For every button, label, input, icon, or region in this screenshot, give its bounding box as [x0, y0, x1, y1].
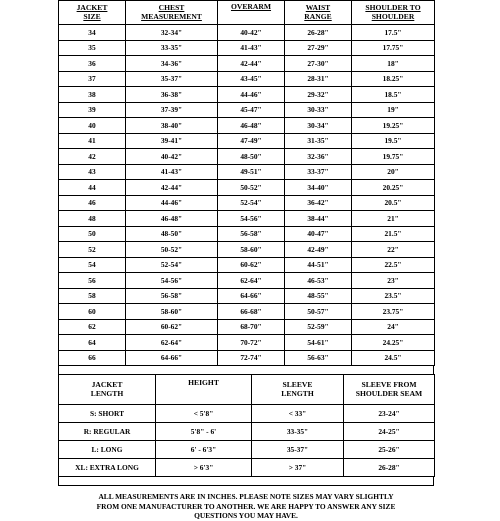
overarm-cell: 43-45"	[218, 71, 285, 87]
jacket-size-cell: 39	[59, 102, 126, 118]
jacket-size-cell: 40	[59, 118, 126, 134]
footer-line: ALL MEASUREMENTS ARE IN INCHES. PLEASE NOTE SIZES MAY VARY SLIGHTLY	[98, 492, 394, 501]
jacket-size-cell: 60	[59, 304, 126, 320]
chest-measurement-cell: 41-43"	[126, 164, 218, 180]
chest-measurement-cell: 37-39"	[126, 102, 218, 118]
header-sleeve-from-shoulder-seam: SLEEVE FROM SHOULDER SEAM	[344, 375, 435, 405]
height-cell: < 5'8"	[156, 405, 252, 423]
waist-range-cell: 56-63"	[285, 350, 352, 366]
table-row	[59, 133, 435, 149]
chest-measurement-cell: 38-40"	[126, 118, 218, 134]
jacket-size-cell: 58	[59, 288, 126, 304]
size-chart-sheet	[58, 0, 434, 521]
shoulder-to-shoulder-cell: 17.5"	[352, 25, 435, 41]
sleeve-length-cell: 33-35"	[252, 423, 344, 441]
waist-range-cell: 27-29"	[285, 40, 352, 56]
header-jacket-size: JACKET SIZE	[59, 1, 126, 25]
chest-measurement-cell: 50-52"	[126, 242, 218, 258]
table-row	[59, 335, 435, 351]
table-row	[59, 118, 435, 134]
jacket-size-cell: 46	[59, 195, 126, 211]
overarm-cell: 40-42"	[218, 25, 285, 41]
waist-range-cell: 32-36"	[285, 149, 352, 165]
waist-range-cell: 46-53"	[285, 273, 352, 289]
overarm-cell: 52-54"	[218, 195, 285, 211]
jacket-size-cell: 54	[59, 257, 126, 273]
sleeve-from-shoulder-seam-cell: 23-24"	[344, 405, 435, 423]
height-cell: 6' - 6'3"	[156, 441, 252, 459]
jacket-size-cell: 48	[59, 211, 126, 227]
chest-measurement-cell: 34-36"	[126, 56, 218, 72]
sleeve-length-cell: < 33"	[252, 405, 344, 423]
waist-range-cell: 38-44"	[285, 211, 352, 227]
shoulder-to-shoulder-cell: 21.5"	[352, 226, 435, 242]
shoulder-to-shoulder-cell: 19.25"	[352, 118, 435, 134]
chest-measurement-cell: 39-41"	[126, 133, 218, 149]
jacket-size-cell: 64	[59, 335, 126, 351]
table-row	[59, 102, 435, 118]
header-waist-range: WAIST RANGE	[285, 1, 352, 25]
shoulder-to-shoulder-cell: 23.5"	[352, 288, 435, 304]
overarm-cell: 58-60"	[218, 242, 285, 258]
overarm-cell: 62-64"	[218, 273, 285, 289]
overarm-cell: 54-56"	[218, 211, 285, 227]
chest-measurement-cell: 32-34"	[126, 25, 218, 41]
sleeve-from-shoulder-seam-cell: 24-25"	[344, 423, 435, 441]
overarm-cell: 56-58"	[218, 226, 285, 242]
overarm-cell: 72-74"	[218, 350, 285, 366]
jacket-size-cell: 52	[59, 242, 126, 258]
waist-range-cell: 54-61"	[285, 335, 352, 351]
sleeve-from-shoulder-seam-cell: 26-28"	[344, 459, 435, 477]
chest-measurement-cell: 52-54"	[126, 257, 218, 273]
header-sleeve-length: SLEEVE LENGTH	[252, 375, 344, 405]
overarm-cell: 41-43"	[218, 40, 285, 56]
chest-measurement-cell: 58-60"	[126, 304, 218, 320]
waist-range-cell: 44-51"	[285, 257, 352, 273]
overarm-cell: 70-72"	[218, 335, 285, 351]
height-cell: 5'8" - 6'	[156, 423, 252, 441]
shoulder-to-shoulder-cell: 22.5"	[352, 257, 435, 273]
footer-line: FROM ONE MANUFACTURER TO ANOTHER. WE ARE HAPPY TO ANSWER ANY SIZE	[96, 501, 396, 511]
shoulder-to-shoulder-cell: 21"	[352, 211, 435, 227]
table-row	[59, 273, 435, 289]
table-row	[59, 257, 435, 273]
jacket-size-cell: 62	[59, 319, 126, 335]
overarm-cell: 49-51"	[218, 164, 285, 180]
overarm-cell: 50-52"	[218, 180, 285, 196]
sleeve-length-cell: > 37"	[252, 459, 344, 477]
waist-range-cell: 28-31"	[285, 71, 352, 87]
waist-range-cell: 30-33"	[285, 102, 352, 118]
overarm-cell: 66-68"	[218, 304, 285, 320]
waist-range-cell: 30-34"	[285, 118, 352, 134]
table-row	[59, 288, 435, 304]
shoulder-to-shoulder-cell: 22"	[352, 242, 435, 258]
shoulder-to-shoulder-cell: 18.25"	[352, 71, 435, 87]
header-shoulder-to-shoulder: SHOULDER TO SHOULDER	[352, 1, 435, 25]
shoulder-to-shoulder-cell: 23"	[352, 273, 435, 289]
shoulder-to-shoulder-cell: 19"	[352, 102, 435, 118]
jacket-size-cell: 41	[59, 133, 126, 149]
length-table-header-row	[59, 375, 435, 405]
header-overarm: OVERARM	[218, 1, 285, 25]
chest-measurement-cell: 36-38"	[126, 87, 218, 103]
chest-measurement-cell: 44-46"	[126, 195, 218, 211]
waist-range-cell: 42-49"	[285, 242, 352, 258]
chest-measurement-cell: 40-42"	[126, 149, 218, 165]
header-jacket-length: JACKET LENGTH	[59, 375, 156, 405]
jacket-length-cell: R: REGULAR	[59, 423, 156, 441]
table-row	[59, 441, 435, 459]
waist-range-cell: 33-37"	[285, 164, 352, 180]
section-spacer-2	[58, 477, 434, 486]
shoulder-to-shoulder-cell: 17.75"	[352, 40, 435, 56]
waist-range-cell: 27-30"	[285, 56, 352, 72]
overarm-cell: 48-50"	[218, 149, 285, 165]
table-row	[59, 242, 435, 258]
waist-range-cell: 40-47"	[285, 226, 352, 242]
shoulder-to-shoulder-cell: 20"	[352, 164, 435, 180]
chest-measurement-cell: 62-64"	[126, 335, 218, 351]
header-height: HEIGHT	[156, 375, 252, 405]
shoulder-to-shoulder-cell: 19.5"	[352, 133, 435, 149]
jacket-size-cell: 44	[59, 180, 126, 196]
chest-measurement-cell: 54-56"	[126, 273, 218, 289]
sleeve-from-shoulder-seam-cell: 25-26"	[344, 441, 435, 459]
jacket-size-cell: 37	[59, 71, 126, 87]
waist-range-cell: 36-42"	[285, 195, 352, 211]
shoulder-to-shoulder-cell: 24.5"	[352, 350, 435, 366]
jacket-size-cell: 56	[59, 273, 126, 289]
chest-measurement-cell: 60-62"	[126, 319, 218, 335]
chest-measurement-cell: 33-35"	[126, 40, 218, 56]
table-row	[59, 25, 435, 41]
table-row	[59, 87, 435, 103]
jacket-length-cell: S: SHORT	[59, 405, 156, 423]
jacket-size-cell: 36	[59, 56, 126, 72]
table-row	[59, 71, 435, 87]
jacket-length-cell: XL: EXTRA LONG	[59, 459, 156, 477]
overarm-cell: 46-48"	[218, 118, 285, 134]
table-row	[59, 164, 435, 180]
overarm-cell: 47-49"	[218, 133, 285, 149]
table-row	[59, 56, 435, 72]
overarm-cell: 60-62"	[218, 257, 285, 273]
table-row	[59, 423, 435, 441]
jacket-size-cell: 42	[59, 149, 126, 165]
shoulder-to-shoulder-cell: 20.5"	[352, 195, 435, 211]
jacket-length-table	[58, 374, 435, 477]
height-cell: > 6'3"	[156, 459, 252, 477]
waist-range-cell: 29-32"	[285, 87, 352, 103]
table-row	[59, 304, 435, 320]
waist-range-cell: 26-28"	[285, 25, 352, 41]
jacket-size-cell: 50	[59, 226, 126, 242]
jacket-size-cell: 43	[59, 164, 126, 180]
table-row	[59, 149, 435, 165]
sleeve-length-cell: 35-37"	[252, 441, 344, 459]
chest-measurement-cell: 48-50"	[126, 226, 218, 242]
footer-line: QUESTIONS YOU MAY HAVE.	[194, 511, 298, 521]
waist-range-cell: 52-59"	[285, 319, 352, 335]
section-spacer	[58, 366, 434, 374]
overarm-cell: 42-44"	[218, 56, 285, 72]
overarm-cell: 68-70"	[218, 319, 285, 335]
table-row	[59, 211, 435, 227]
shoulder-to-shoulder-cell: 23.75"	[352, 304, 435, 320]
shoulder-to-shoulder-cell: 20.25"	[352, 180, 435, 196]
waist-range-cell: 34-40"	[285, 180, 352, 196]
jacket-length-cell: L: LONG	[59, 441, 156, 459]
overarm-cell: 64-66"	[218, 288, 285, 304]
jacket-size-cell: 38	[59, 87, 126, 103]
table-row	[59, 40, 435, 56]
table-row	[59, 226, 435, 242]
size-table-header-row	[59, 1, 435, 25]
chest-measurement-cell: 64-66"	[126, 350, 218, 366]
jacket-size-cell: 66	[59, 350, 126, 366]
waist-range-cell: 50-57"	[285, 304, 352, 320]
overarm-cell: 45-47"	[218, 102, 285, 118]
shoulder-to-shoulder-cell: 24.25"	[352, 335, 435, 351]
shoulder-to-shoulder-cell: 18.5"	[352, 87, 435, 103]
table-row	[59, 195, 435, 211]
chest-measurement-cell: 35-37"	[126, 71, 218, 87]
shoulder-to-shoulder-cell: 19.75"	[352, 149, 435, 165]
jacket-size-cell: 34	[59, 25, 126, 41]
table-row	[59, 350, 435, 366]
footer-note	[58, 492, 434, 521]
overarm-cell: 44-46"	[218, 87, 285, 103]
chest-measurement-cell: 42-44"	[126, 180, 218, 196]
table-row	[59, 405, 435, 423]
waist-range-cell: 31-35"	[285, 133, 352, 149]
chest-measurement-cell: 56-58"	[126, 288, 218, 304]
shoulder-to-shoulder-cell: 24"	[352, 319, 435, 335]
header-chest-measurement: CHEST MEASUREMENT	[126, 1, 218, 25]
shoulder-to-shoulder-cell: 18"	[352, 56, 435, 72]
chest-measurement-cell: 46-48"	[126, 211, 218, 227]
jacket-size-table	[58, 0, 435, 366]
table-row	[59, 180, 435, 196]
waist-range-cell: 48-55"	[285, 288, 352, 304]
table-row	[59, 319, 435, 335]
table-row	[59, 459, 435, 477]
jacket-size-cell: 35	[59, 40, 126, 56]
